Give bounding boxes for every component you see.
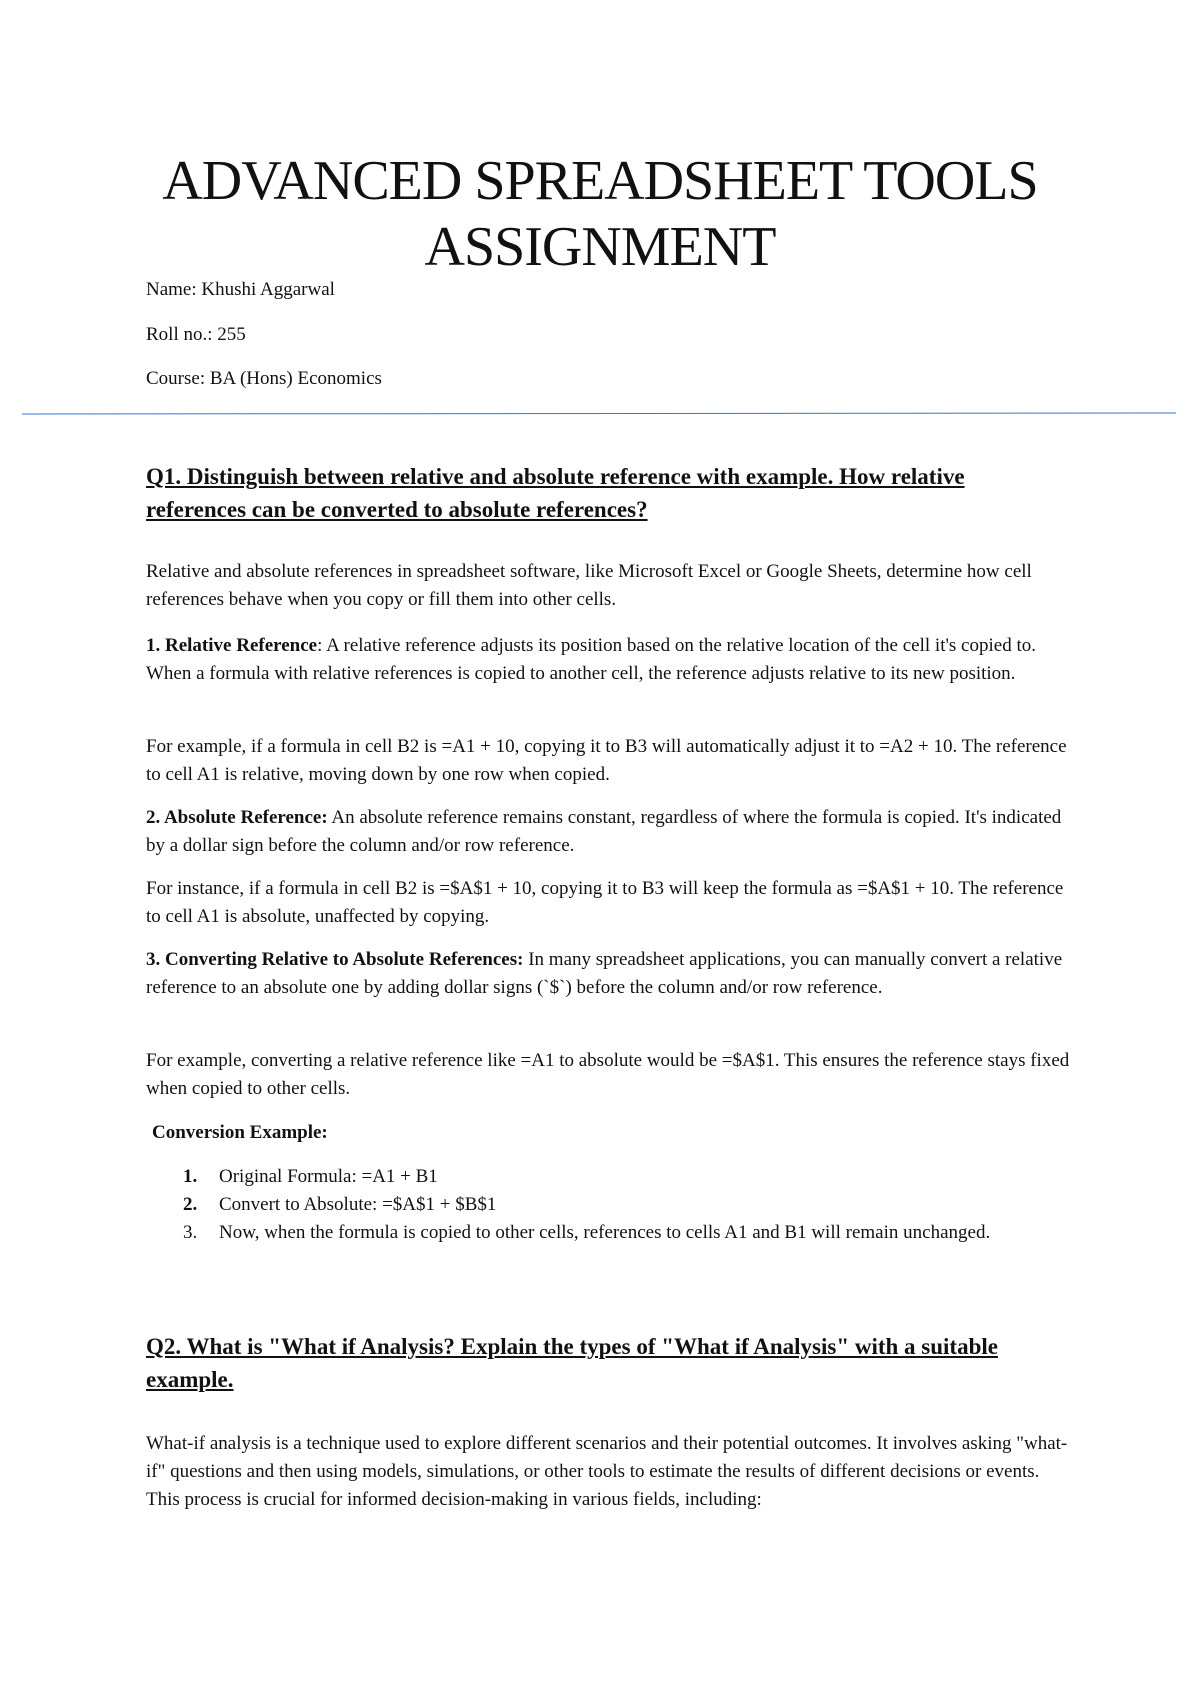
question-2-heading: Q2. What is "What if Analysis? Explain the types of "What if Analysis" with a suitable example. — [146, 1334, 998, 1392]
course: Course: BA (Hons) Economics — [146, 368, 382, 389]
relative-reference-label: 1. Relative Reference — [146, 635, 318, 656]
list-number: 1. — [183, 1166, 198, 1187]
document-title: ADVANCED SPREADSHEET TOOLS ASSIGNMENT — [162, 150, 1038, 278]
q1-intro: Relative and absolute references in spreadsheet software, like Microsoft Excel or Google Sheets, determine how cell references behave when you copy or fill them into other cells. — [146, 561, 1032, 610]
relative-reference-text: : A relative reference adjusts its position based on the relative location of the cell it's copied to. When a formula with relative references is copied to another cell, the reference adjusts relative to its new position. — [146, 635, 1036, 684]
list-text: Original Formula: =A1 + B1 — [219, 1166, 438, 1187]
q1-converting — [146, 946, 1076, 1002]
q2-intro: What-if analysis is a technique used to explore different scenarios and their potential outcomes. It involves asking "what-if" questions and then using models, simulations, or other tools to estimate the results of different decisions or events. This process is crucial for informed decision-making in various fields, including: — [146, 1433, 1068, 1510]
q1-absolute-reference — [146, 804, 1076, 860]
conversion-example-heading — [152, 1119, 1082, 1147]
absolute-reference-text: An absolute reference remains constant, regardless of where the formula is copied. It's indicated by a dollar sign before the column and/or row reference. — [146, 807, 1062, 856]
question-1-heading: Q1. Distinguish between relative and absolute reference with example. How relative references can be converted to absolute references? — [146, 464, 965, 522]
q1-relative-example: For example, if a formula in cell B2 is =A1 + 10, copying it to B3 will automatically adjust it to =A2 + 10. The reference to cell A1 is relative, moving down by one row when copied. — [146, 736, 1067, 785]
list-text: Now, when the formula is copied to other cells, references to cells A1 and B1 will remain unchanged. — [219, 1222, 991, 1243]
roll-number: Roll no.: 255 — [146, 324, 246, 345]
q1-absolute-example: For instance, if a formula in cell B2 is =$A$1 + 10, copying it to B3 will keep the formula as =$A$1 + 10. The reference to cell A1 is absolute, unaffected by copying. — [146, 878, 1064, 927]
absolute-reference-label: 2. Absolute Reference: — [146, 807, 328, 828]
horizontal-divider — [22, 412, 1176, 414]
list-number: 2. — [183, 1194, 198, 1215]
conversion-example-label: Conversion Example: — [152, 1122, 328, 1143]
q1-converting-example: For example, converting a relative reference like =A1 to absolute would be =$A$1. This ensures the reference stays fixed when copied to other cells. — [146, 1050, 1070, 1099]
converting-label: 3. Converting Relative to Absolute References: — [146, 949, 524, 970]
list-number: 3. — [183, 1222, 198, 1243]
student-name: Name: Khushi Aggarwal — [146, 279, 335, 300]
list-text: Convert to Absolute: =$A$1 + $B$1 — [219, 1194, 497, 1215]
converting-text: In many spreadsheet applications, you can manually convert a relative reference to an absolute one by adding dollar signs (`$`) before the column and/or row reference. — [146, 949, 1063, 998]
q1-relative-reference — [146, 632, 1076, 688]
